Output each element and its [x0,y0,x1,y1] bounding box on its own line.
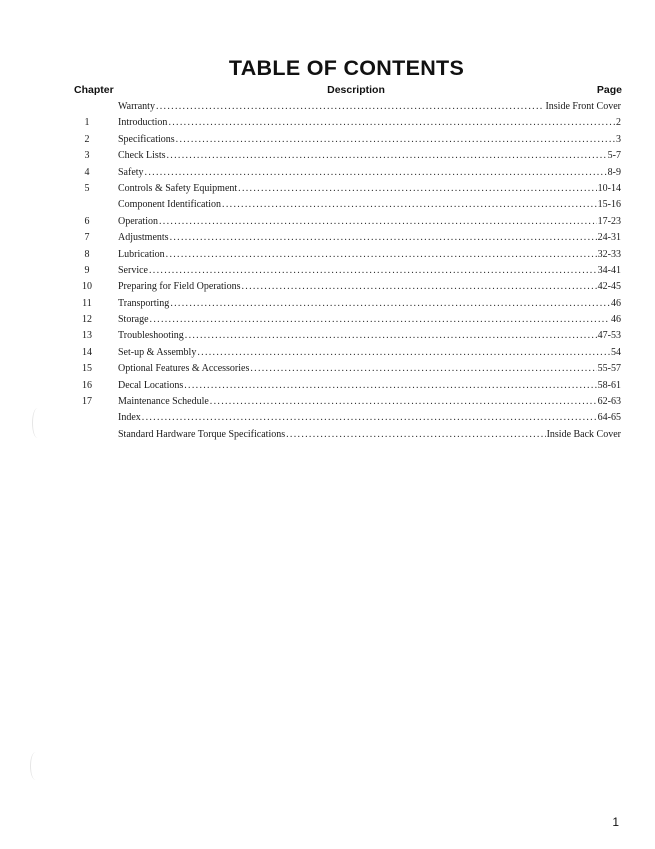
entry-description: Decal Locations [118,379,184,391]
chapter-number: 15 [82,363,92,375]
toc-list [0,99,655,443]
entry-page: 47-53 [597,330,621,342]
dot-leader [176,132,615,148]
toc-entry [0,312,655,328]
entry-page: 2 [616,117,621,129]
entry-description: Specifications [118,133,175,145]
chapter-number: 9 [84,264,90,276]
toc-entry [0,345,655,361]
entry-line [118,328,621,344]
toc-entry [0,230,655,246]
entry-page: Inside Front Cover [545,101,621,112]
dot-leader [142,410,597,426]
entry-line [118,312,621,328]
toc-entry [0,214,655,230]
entry-line [118,165,621,181]
dot-leader [184,378,596,394]
entry-page: 10-14 [597,182,621,194]
dot-leader [149,263,597,279]
dot-leader [250,361,596,377]
chapter-number: 7 [84,232,90,244]
entry-line [118,345,621,361]
entry-description: Maintenance Schedule [118,396,209,408]
header-chapter: Chapter [74,84,114,96]
toc-entry [0,328,655,344]
dot-leader [156,99,545,115]
toc-entry [0,361,655,377]
page-title: TABLE OF CONTENTS [228,56,465,80]
entry-line [118,378,621,394]
toc-entry [0,132,655,148]
entry-description: Transporting [118,297,170,309]
dot-leader [166,247,597,263]
entry-description: Adjustments [118,232,169,244]
entry-page: 24-31 [597,232,621,244]
entry-description: Troubleshooting [118,330,184,342]
entry-description: Lubrication [118,248,165,260]
chapter-number: 1 [84,117,90,129]
entry-description: Service [118,264,148,276]
toc-entry [0,378,655,394]
chapter-number: 4 [84,166,90,178]
toc-entry [0,263,655,279]
entry-page: 58-61 [597,379,621,391]
chapter-number: 11 [82,297,92,309]
toc-entry [0,394,655,410]
chapter-number: 8 [84,248,90,260]
paper-mark [30,752,41,780]
entry-description: Safety [118,166,144,178]
entry-description: Operation [118,215,158,227]
toc-entry [0,247,655,263]
page-number: 1 [612,815,619,829]
entry-line [118,148,621,164]
entry-page: 17-23 [597,215,621,227]
dot-leader [197,345,610,361]
chapter-number: 13 [82,330,92,342]
entry-page: 32-33 [597,248,621,260]
header-page: Page [596,84,622,96]
header-description: Description [327,84,385,96]
entry-page: 5-7 [607,150,621,162]
entry-page: 42-45 [597,281,621,293]
entry-line [118,394,621,410]
toc-entry [0,410,655,426]
chapter-number: 17 [82,396,92,408]
entry-line [118,247,621,263]
toc-entry [0,165,655,181]
chapter-number: 16 [82,379,92,391]
entry-line [118,99,621,115]
chapter-number: 5 [84,182,90,194]
dot-leader [145,165,607,181]
entry-description: Introduction [118,117,168,129]
entry-line [118,197,621,213]
entry-line [118,296,621,312]
entry-line [118,263,621,279]
entry-page: 64-65 [597,412,621,424]
entry-page: 8-9 [607,166,621,178]
entry-page: Inside Back Cover [546,428,621,440]
entry-page: 54 [611,346,621,358]
toc-entry [0,148,655,164]
chapter-number: 2 [84,133,90,145]
toc-entry [0,197,655,213]
entry-description: Storage [118,314,149,326]
entry-line [118,279,621,295]
chapter-number: 14 [82,346,92,358]
dot-leader [159,214,597,230]
chapter-number: 6 [84,215,90,227]
entry-page: 46 [611,314,621,326]
chapter-number: 10 [82,281,92,293]
toc-entry [0,99,655,115]
dot-leader [286,427,545,443]
entry-description: Check Lists [118,150,166,162]
entry-line [118,230,621,246]
entry-description: Index [118,412,141,424]
entry-description: Standard Hardware Torque Specifications [118,428,286,440]
toc-entry [0,279,655,295]
entry-line [118,181,621,197]
entry-line [118,410,621,426]
entry-description: Preparing for Field Operations [118,281,241,293]
dot-leader [185,328,597,344]
dot-leader [238,181,597,197]
entry-page: 3 [616,133,621,145]
entry-line [118,214,621,230]
dot-leader [222,197,597,213]
entry-description: Warranty [118,101,155,112]
chapter-number: 3 [84,150,90,162]
entry-page: 34-41 [597,264,621,276]
chapter-number: 12 [82,314,92,326]
toc-entry [0,181,655,197]
entry-page: 62-63 [597,396,621,408]
dot-leader [167,148,607,164]
entry-description: Optional Features & Accessories [118,363,250,375]
entry-line [118,427,621,443]
dot-leader [170,296,610,312]
entry-line [118,115,621,131]
dot-leader [168,115,615,131]
dot-leader [241,279,596,295]
entry-description: Controls & Safety Equipment [118,182,238,194]
dot-leader [210,394,597,410]
dot-leader [150,312,610,328]
dot-leader [170,230,597,246]
toc-entry [0,296,655,312]
entry-line [118,361,621,377]
toc-entry [0,115,655,131]
entry-description: Set-up & Assembly [118,346,197,358]
toc-entry [0,427,655,443]
entry-line [118,132,621,148]
entry-description: Component Identification [118,199,222,211]
column-headers [0,84,655,100]
entry-page: 15-16 [597,199,621,211]
entry-page: 46 [611,297,621,309]
entry-page: 55-57 [597,363,621,375]
paper-mark [32,408,43,438]
